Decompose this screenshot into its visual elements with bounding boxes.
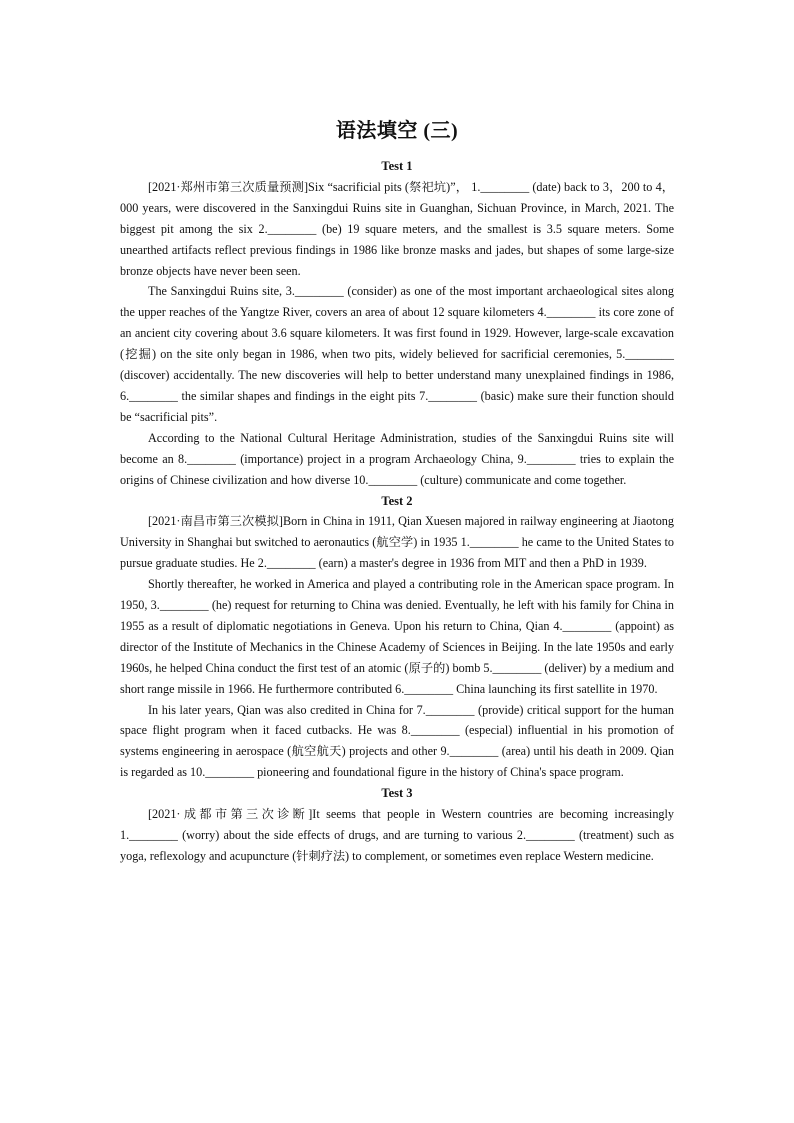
test-2-paragraph-2: Shortly thereafter, he worked in America and played a contributing role in the American space program. In 1950, 3.________ (he) request for returning to China was denied. Eventually, he left with his family for China in 1955 as a result of diplomatic negotiations in Geneva. Upon his return to China, Qian 4.________ (appoint) as director of the Institute of Mechanics in the Chinese Academy of Sciences in Beijing. In the late 1950s and early 1960s, he helped China conduct the first test of an atomic (原子的) bomb 5.________ (deliver) by a medium and short range missile in 1966. He furthermore contributed 6.________ China launching its first satellite in 1970.	[120, 577, 674, 696]
document-page	[120, 118, 674, 867]
page-title: 语法填空 (三)	[335, 120, 459, 142]
test-3-heading: Test 3	[381, 786, 413, 801]
test-3-paragraph-1: [2021·成都市第三次诊断]It seems that people in Western countries are becoming increasingly 1.________ (worry) about the side effects of drugs, and are turning to various 2.________ (treatment) such as yoga, reflexology and acupuncture (针刺疗法) to complement, or sometimes even replace Western medicine.	[120, 807, 674, 863]
test-2-paragraph-3: In his later years, Qian was also credited in China for 7.________ (provide) critical support for the human space flight program when it faced cutbacks. He was 8.________ (especial) influential in his promotion of systems engineering in aerospace (航空航天) projects and other 9.________ (area) until his death in 2009. Qian is regarded as 10.________ pioneering and foundational figure in the history of China's space program.	[120, 702, 674, 780]
test-1-section	[120, 156, 674, 491]
test-1-paragraph-1: [2021·郑州市第三次质量预测]Six “sacrificial pits (祭祀坑)”， 1.________ (date) back to 3，200 to 4，000 years, were discovered in the Sanxingdui Ruins site in Guanghan, Sichuan Province, in March, 2021. The biggest pit among the six 2.________ (be) 19 square meters, and the smallest is 3.5 square meters. Some unearthed artifacts reflect previous findings in 1986 like bronze masks and jades, but shapes of some large-size bronze objects have never been seen.	[120, 179, 674, 278]
test-1-heading: Test 1	[381, 159, 413, 173]
test-1-paragraph-3: According to the National Cultural Heritage Administration, studies of the Sanxingdui Ruins site will become an 8.________ (importance) project in a program Archaeology China, 9.________ tries to explain the origins of Chinese civilization and how diverse 10.________ (culture) communicate and come together.	[120, 430, 674, 487]
test-3-section	[120, 783, 674, 867]
test-2-section	[120, 491, 674, 784]
test-2-heading: Test 2	[381, 493, 413, 508]
test-1-paragraph-2: The Sanxingdui Ruins site, 3.________ (consider) as one of the most important archaeological sites along the upper reaches of the Yangtze River, covers an area of about 12 square kilometers 4.________ its core zone of an ancient city covering about 3.6 square kilometers. It was first found in 1929. However, large-scale excavation (挖掘) on the site only began in 1986, when two pits, widely believed for sacrificial ceremonies, 5.________ (discover) accidentally. The new discoveries will help to better understand many unexplained findings in 1986, 6.________ the similar shapes and findings in the eight pits 7.________ (basic) make sure their function should be “sacrificial pits”.	[120, 284, 674, 424]
test-2-paragraph-1: [2021·南昌市第三次模拟]Born in China in 1911, Qian Xuesen majored in railway engineering at Jiaotong University in Shanghai but switched to aeronautics (航空学) in 1935 1.________ he came to the United States to pursue graduate studies. He 2.________ (earn) a master's degree in 1936 from MIT and then a PhD in 1939.	[120, 514, 674, 571]
